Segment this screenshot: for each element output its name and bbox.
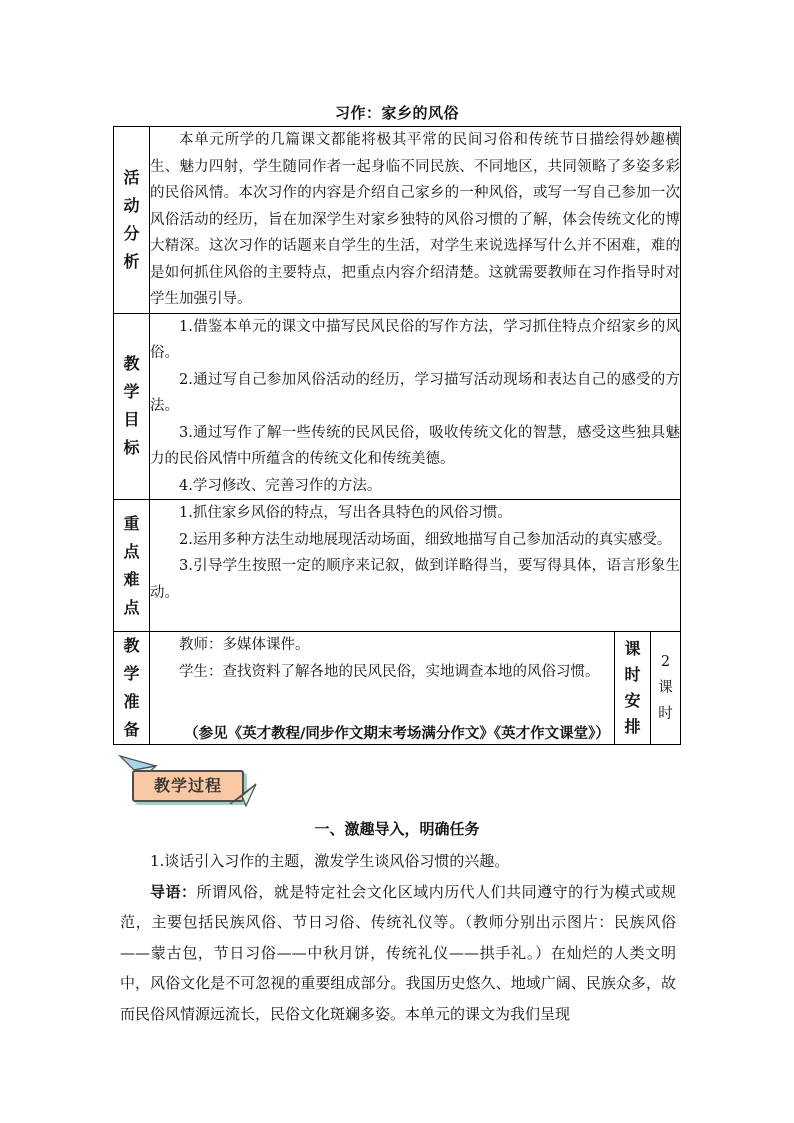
- label-char: 教: [123, 354, 140, 374]
- activity-analysis-text: 本单元所学的几篇课文都能将极其平常的民间习俗和传统节日描绘得妙趣横生、魅力四射，学生随同作者一起身临不同民族、不同地区，共同领略了多姿多彩的民俗风情。本次习作的内容是介绍自己家乡的一种风俗，或写一写自己参加一次风俗活动的经历，旨在加深学生对家乡独特的风俗习惯的了解，体会传统文化的博大精深。这次习作的话题来自学生的生活，对学生来说选择写什么并不困难，难的是如何抓住风俗的主要特点，把重点内容介绍清楚。这就需要教师在习作指导时对学生加强引导。: [150, 132, 680, 307]
- hours-char: 2: [660, 654, 671, 670]
- intro-lead: 导语：: [150, 882, 197, 901]
- label-char: 教: [123, 636, 140, 655]
- process-item-1: 1.谈话引入习作的主题，激发学生谈风俗习惯的兴趣。: [150, 852, 510, 870]
- label-char: 难: [123, 569, 140, 589]
- content-activity-analysis: [150, 127, 681, 314]
- goal-item: 4.学习修改、完善习作的方法。: [179, 477, 382, 494]
- row-activity-analysis: [114, 127, 681, 314]
- label-key-difficulties: [114, 500, 150, 632]
- prep-item: 教师：多媒体课件。: [179, 637, 310, 653]
- label-char: 准: [123, 692, 140, 711]
- label-char: 目: [123, 410, 140, 430]
- label-activity-analysis: [114, 127, 150, 314]
- label-char: 安: [624, 691, 641, 710]
- label-char: 分: [123, 223, 140, 243]
- paper-plane-icon: [228, 782, 258, 808]
- label-char: 动: [123, 195, 140, 215]
- label-char: 排: [624, 717, 641, 736]
- hours-char: 时: [658, 706, 673, 722]
- intro-paragraph: [120, 877, 676, 1030]
- row-key-difficulties: [114, 500, 681, 632]
- label-char: 学: [123, 664, 140, 683]
- goal-item: 3.通过写作了解一些传统的民风民俗，吸收传统文化的智慧，感受这些独具魅力的民俗风情中所蕴含的传统文化和传统美德。: [150, 424, 680, 467]
- label-char: 析: [123, 251, 140, 271]
- intro-text: 所谓风俗，就是特定社会文化区域内历代人们共同遵守的行为模式或规范，主要包括民族风俗、节日习俗、传统礼仪等。（教师分别出示图片：民族风俗——蒙古包，节日习俗——中秋月饼，传统礼仪——拱手礼。）在灿烂的人类文明中，风俗文化是不可忽视的重要组成部分。我国历史悠久、地域广阔、民族众多，故而民俗风情源远流长，民俗文化斑斓多姿。本单元的课文为我们呈现: [120, 882, 676, 1023]
- label-char: 时: [624, 665, 641, 684]
- badge-label: 教学过程: [132, 770, 244, 802]
- goal-item: 1.借鉴本单元的课文中描写民风民俗的写作方法，学习抓住特点介绍家乡的风俗。: [150, 318, 680, 361]
- teaching-process-badge: [118, 752, 258, 812]
- label-char: 课: [624, 639, 641, 658]
- difficulty-item: 2.运用多种方法生动地展现活动场面，细致地描写自己参加活动的真实感受。: [179, 531, 672, 548]
- goal-item: 2.通过写自己参加风俗活动的经历，学习描写活动现场和表达自己的感受的方法。: [150, 371, 680, 414]
- section-heading: 一、激趣导入，明确任务: [314, 820, 480, 838]
- label-char: 活: [123, 167, 140, 187]
- hours-char: 课: [658, 680, 673, 696]
- prep-item: 学生：查找资料了解各地的民风民俗，实地调查本地的风俗习惯。: [179, 663, 600, 680]
- page-title: 习作：家乡的风俗: [334, 104, 459, 122]
- content-teaching-goals: [150, 313, 681, 500]
- label-char: 点: [123, 541, 140, 561]
- difficulty-item: 1.抓住家乡风俗的特点，写出各具特色的风俗习惯。: [179, 505, 512, 521]
- label-char: 学: [123, 382, 140, 402]
- label-teaching-goals: [114, 313, 150, 500]
- content-key-difficulties: [150, 500, 681, 632]
- label-char: 标: [123, 438, 140, 458]
- label-char: 重: [123, 513, 140, 533]
- difficulty-item: 3.引导学生按照一定的顺序来记叙，做到详略得当，要写得具体，语言形象生动。: [150, 558, 680, 601]
- row-teaching-goals: [114, 313, 681, 500]
- reference-line: （参见《英才教程/同步作文期末考场满分作文》《英才作文课堂》）: [184, 726, 610, 742]
- lesson-plan-table: [113, 126, 681, 745]
- label-char: 点: [123, 597, 140, 617]
- label-char: 备: [123, 720, 140, 739]
- process-body: [120, 846, 676, 1029]
